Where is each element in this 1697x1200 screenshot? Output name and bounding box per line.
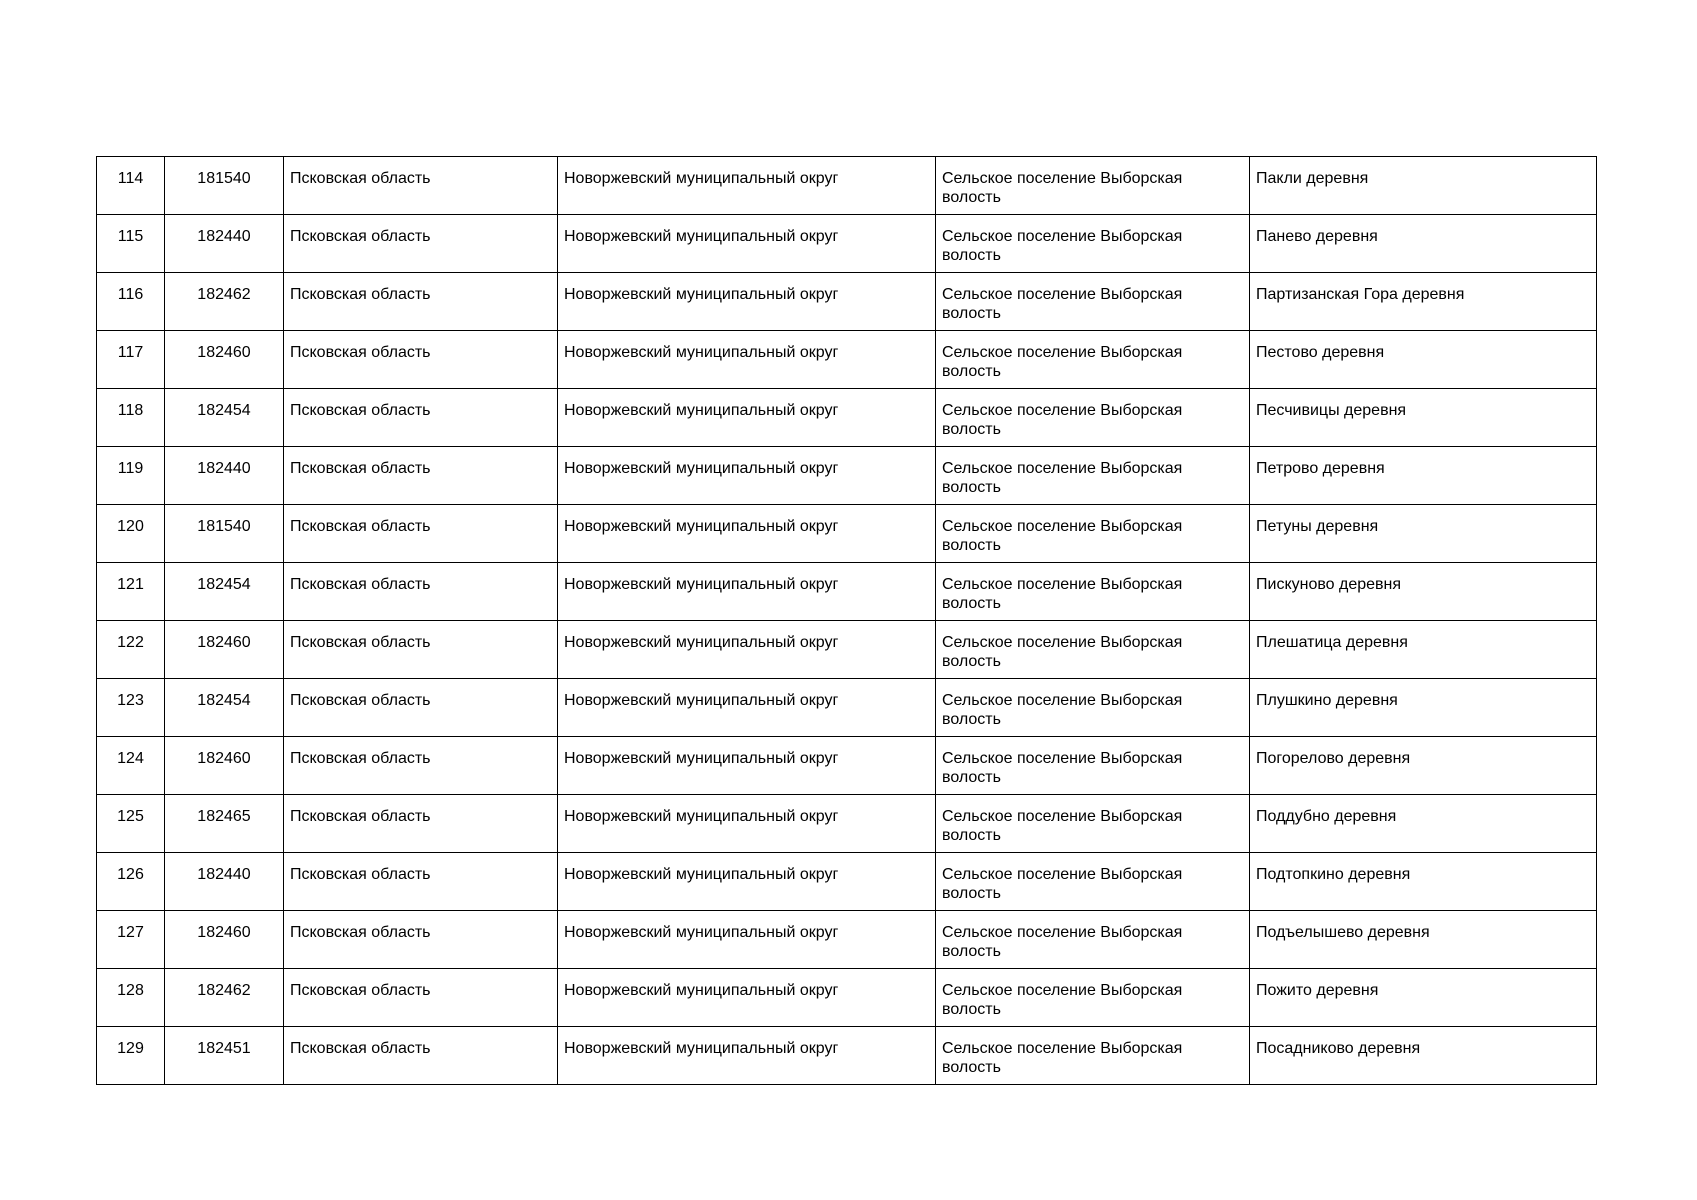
row-number: 119 <box>97 447 165 505</box>
district: Новоржевский муниципальный округ <box>558 157 936 215</box>
postal-code: 182440 <box>165 215 284 273</box>
district: Новоржевский муниципальный округ <box>558 331 936 389</box>
table-body <box>97 157 1597 1085</box>
settlement: Сельское поселение Выборская волость <box>936 563 1250 621</box>
locality: Пестово деревня <box>1250 331 1597 389</box>
table-row <box>97 157 1597 215</box>
table-row <box>97 621 1597 679</box>
row-number: 126 <box>97 853 165 911</box>
table-row <box>97 911 1597 969</box>
district: Новоржевский муниципальный округ <box>558 679 936 737</box>
postal-code: 182440 <box>165 447 284 505</box>
settlement: Сельское поселение Выборская волость <box>936 273 1250 331</box>
region: Псковская область <box>284 563 558 621</box>
row-number: 128 <box>97 969 165 1027</box>
table-row <box>97 563 1597 621</box>
district: Новоржевский муниципальный округ <box>558 273 936 331</box>
row-number: 121 <box>97 563 165 621</box>
region: Псковская область <box>284 1027 558 1085</box>
locality: Подтопкино деревня <box>1250 853 1597 911</box>
postal-code: 182460 <box>165 331 284 389</box>
locality: Пакли деревня <box>1250 157 1597 215</box>
table-row <box>97 737 1597 795</box>
row-number: 115 <box>97 215 165 273</box>
locality: Плешатица деревня <box>1250 621 1597 679</box>
postal-code: 182454 <box>165 389 284 447</box>
locality: Подъелышево деревня <box>1250 911 1597 969</box>
row-number: 114 <box>97 157 165 215</box>
table-row <box>97 853 1597 911</box>
settlement: Сельское поселение Выборская волость <box>936 389 1250 447</box>
region: Псковская область <box>284 331 558 389</box>
row-number: 122 <box>97 621 165 679</box>
region: Псковская область <box>284 621 558 679</box>
region: Псковская область <box>284 273 558 331</box>
row-number: 118 <box>97 389 165 447</box>
locality: Посадниково деревня <box>1250 1027 1597 1085</box>
locality: Пискуново деревня <box>1250 563 1597 621</box>
district: Новоржевский муниципальный округ <box>558 447 936 505</box>
postal-code: 182460 <box>165 621 284 679</box>
district: Новоржевский муниципальный округ <box>558 389 936 447</box>
region: Псковская область <box>284 969 558 1027</box>
district: Новоржевский муниципальный округ <box>558 737 936 795</box>
region: Псковская область <box>284 505 558 563</box>
postal-code: 182460 <box>165 737 284 795</box>
table-row <box>97 273 1597 331</box>
settlement: Сельское поселение Выборская волость <box>936 679 1250 737</box>
settlement: Сельское поселение Выборская волость <box>936 911 1250 969</box>
postal-code: 182454 <box>165 563 284 621</box>
settlement: Сельское поселение Выборская волость <box>936 505 1250 563</box>
table-row <box>97 389 1597 447</box>
locality: Плушкино деревня <box>1250 679 1597 737</box>
district: Новоржевский муниципальный округ <box>558 795 936 853</box>
region: Псковская область <box>284 679 558 737</box>
row-number: 129 <box>97 1027 165 1085</box>
postal-code: 182440 <box>165 853 284 911</box>
table-row <box>97 505 1597 563</box>
postal-code: 182451 <box>165 1027 284 1085</box>
region: Псковская область <box>284 389 558 447</box>
region: Псковская область <box>284 737 558 795</box>
settlement: Сельское поселение Выборская волость <box>936 853 1250 911</box>
table-row <box>97 795 1597 853</box>
region: Псковская область <box>284 215 558 273</box>
locality: Петрово деревня <box>1250 447 1597 505</box>
locality: Песчивицы деревня <box>1250 389 1597 447</box>
settlement: Сельское поселение Выборская волость <box>936 795 1250 853</box>
settlement: Сельское поселение Выборская волость <box>936 969 1250 1027</box>
region: Псковская область <box>284 795 558 853</box>
locality: Пожито деревня <box>1250 969 1597 1027</box>
district: Новоржевский муниципальный округ <box>558 969 936 1027</box>
postal-code: 182462 <box>165 969 284 1027</box>
settlement: Сельское поселение Выборская волость <box>936 1027 1250 1085</box>
postal-code: 181540 <box>165 157 284 215</box>
district: Новоржевский муниципальный округ <box>558 911 936 969</box>
table-row <box>97 331 1597 389</box>
locality: Партизанская Гора деревня <box>1250 273 1597 331</box>
region: Псковская область <box>284 157 558 215</box>
settlement: Сельское поселение Выборская волость <box>936 331 1250 389</box>
locality: Панево деревня <box>1250 215 1597 273</box>
postal-code: 182462 <box>165 273 284 331</box>
table-row <box>97 1027 1597 1085</box>
table-row <box>97 215 1597 273</box>
row-number: 116 <box>97 273 165 331</box>
region: Псковская область <box>284 853 558 911</box>
district: Новоржевский муниципальный округ <box>558 621 936 679</box>
postal-code: 182454 <box>165 679 284 737</box>
district: Новоржевский муниципальный округ <box>558 853 936 911</box>
region: Псковская область <box>284 447 558 505</box>
table-row <box>97 679 1597 737</box>
row-number: 120 <box>97 505 165 563</box>
district: Новоржевский муниципальный округ <box>558 215 936 273</box>
district: Новоржевский муниципальный округ <box>558 505 936 563</box>
postal-code: 182460 <box>165 911 284 969</box>
table-row <box>97 969 1597 1027</box>
settlement: Сельское поселение Выборская волость <box>936 447 1250 505</box>
locality: Петуны деревня <box>1250 505 1597 563</box>
region: Псковская область <box>284 911 558 969</box>
postal-code: 181540 <box>165 505 284 563</box>
locality: Погорелово деревня <box>1250 737 1597 795</box>
district: Новоржевский муниципальный округ <box>558 563 936 621</box>
district: Новоржевский муниципальный округ <box>558 1027 936 1085</box>
row-number: 127 <box>97 911 165 969</box>
settlement: Сельское поселение Выборская волость <box>936 157 1250 215</box>
localities-table <box>96 156 1597 1085</box>
settlement: Сельское поселение Выборская волость <box>936 737 1250 795</box>
postal-code: 182465 <box>165 795 284 853</box>
row-number: 125 <box>97 795 165 853</box>
locality: Поддубно деревня <box>1250 795 1597 853</box>
table-row <box>97 447 1597 505</box>
row-number: 123 <box>97 679 165 737</box>
row-number: 117 <box>97 331 165 389</box>
settlement: Сельское поселение Выборская волость <box>936 621 1250 679</box>
row-number: 124 <box>97 737 165 795</box>
settlement: Сельское поселение Выборская волость <box>936 215 1250 273</box>
